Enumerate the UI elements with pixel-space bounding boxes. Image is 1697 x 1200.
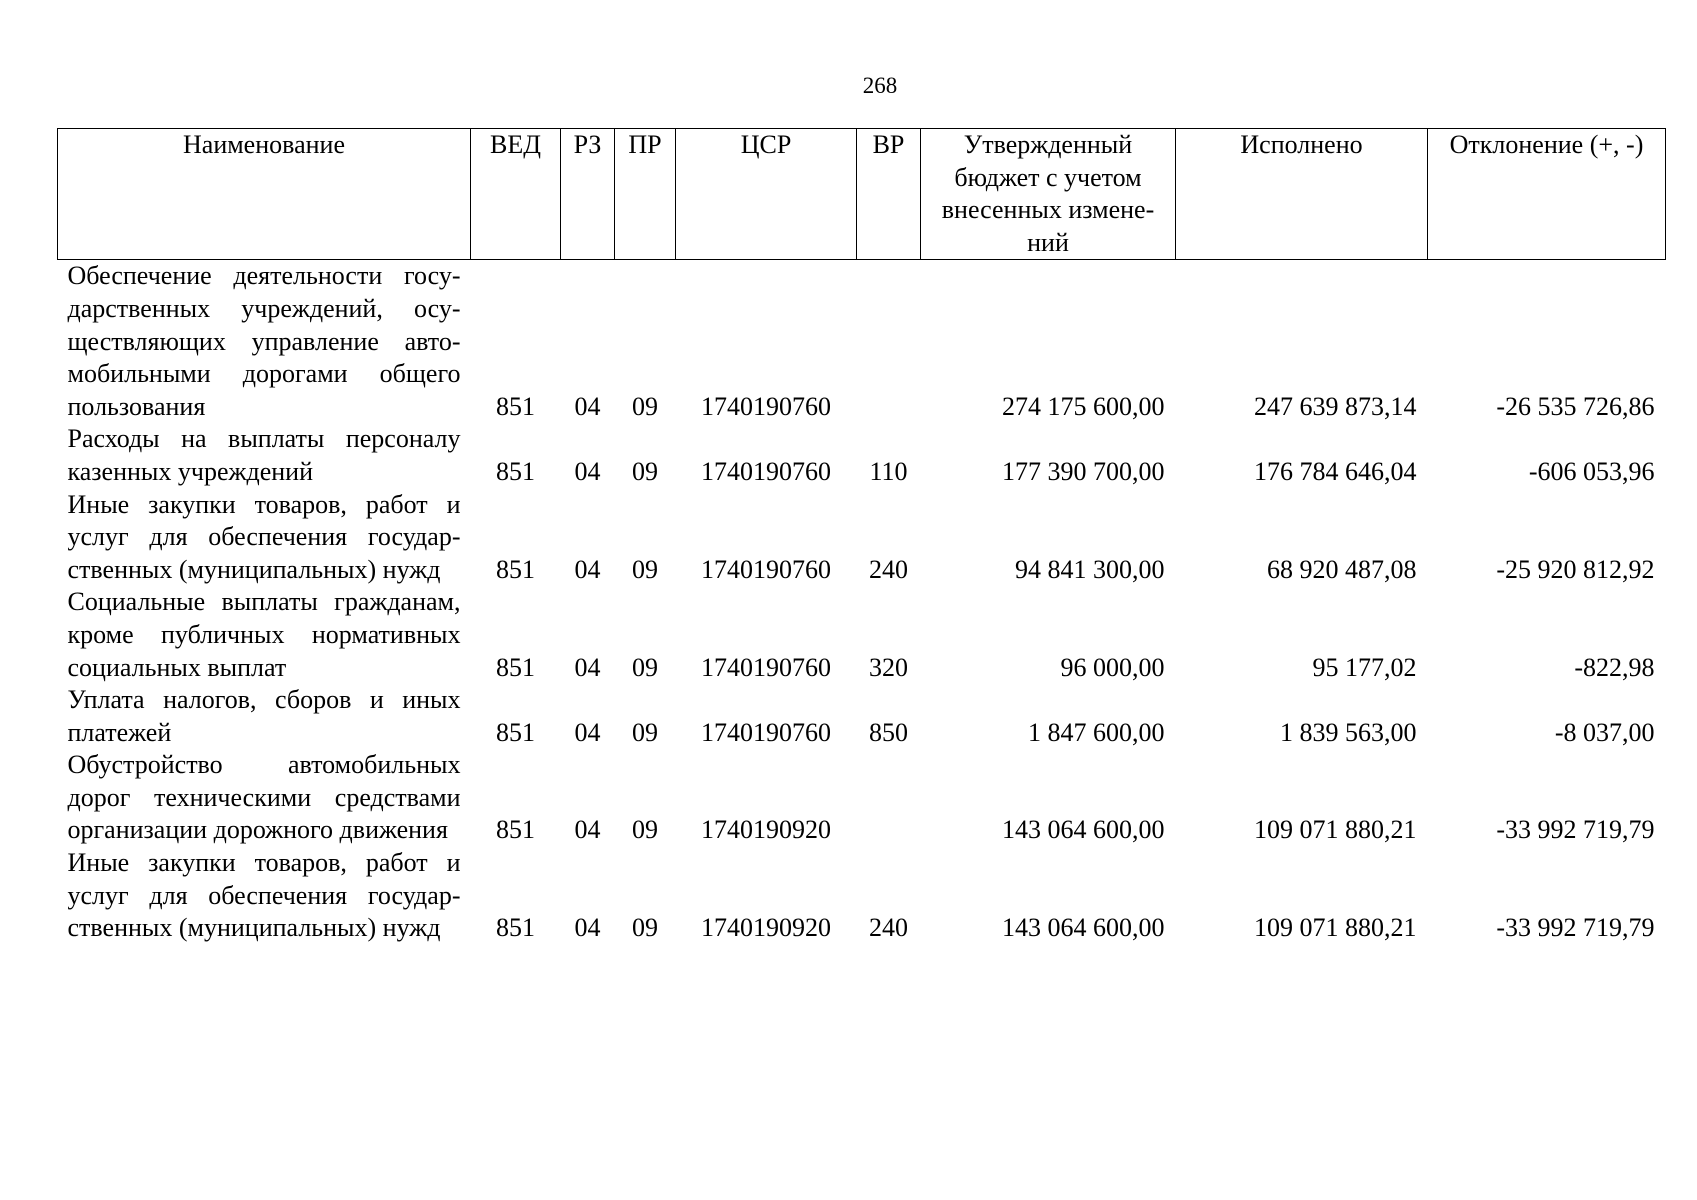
row-deviation: -25 920 812,92 — [1496, 554, 1655, 584]
row-executed: 109 071 880,21 — [1254, 913, 1417, 943]
row-name: Иные закупки товаров, работ и услуг для обеспечения государственных (муниципальных) нужд — [67, 489, 461, 584]
row-csr: 1740190920 — [701, 815, 831, 845]
row-ved: 851 — [496, 652, 535, 682]
row-pr: 09 — [632, 652, 658, 682]
row-ved: 851 — [496, 815, 535, 845]
row-vr: 240 — [869, 554, 908, 584]
row-deviation: -33 992 719,79 — [1496, 913, 1655, 943]
row-vr: 850 — [869, 717, 908, 747]
row-deviation: -606 053,96 — [1528, 456, 1655, 486]
table-row — [58, 489, 1666, 587]
row-name: Обеспечение деятельности государственных учреждений, осуществляющих управление автомобильными дорогами общего пользования — [67, 261, 461, 421]
header-pr: ПР — [615, 129, 676, 260]
row-deviation: -822,98 — [1574, 652, 1655, 682]
row-executed: 68 920 487,08 — [1267, 554, 1417, 584]
row-ved: 851 — [496, 554, 535, 584]
table-row — [58, 586, 1666, 684]
row-approved: 143 064 600,00 — [1002, 913, 1165, 943]
row-rz: 04 — [574, 717, 601, 747]
header-name: Наименование — [58, 129, 471, 260]
table-row — [58, 847, 1666, 945]
header-approved: Утвержденный бюджет с учетом внесенных измене-ний — [921, 129, 1176, 260]
row-rz: 04 — [574, 652, 601, 682]
row-rz: 04 — [574, 554, 601, 584]
row-ved: 851 — [496, 717, 535, 747]
header-executed: Исполнено — [1176, 129, 1428, 260]
header-deviation: Отклонение (+, -) — [1428, 129, 1666, 260]
row-csr: 1740190760 — [701, 554, 831, 584]
row-name: Обустройство автомобильных дорог техническими средствами организации дорожного движения — [67, 750, 461, 845]
row-executed: 176 784 646,04 — [1254, 456, 1417, 486]
row-ved: 851 — [496, 913, 535, 943]
row-deviation: -26 535 726,86 — [1496, 391, 1655, 421]
row-approved: 96 000,00 — [1060, 652, 1165, 682]
row-approved: 274 175 600,00 — [1002, 391, 1165, 421]
row-approved: 94 841 300,00 — [1015, 554, 1165, 584]
row-ved: 851 — [496, 456, 535, 486]
header-csr: ЦСР — [676, 129, 857, 260]
row-name: Социальные выплаты гражданам, кроме публичных нормативных социальных выплат — [67, 587, 461, 682]
row-executed: 1 839 563,00 — [1280, 717, 1417, 747]
table-row — [58, 423, 1666, 488]
row-vr — [857, 749, 921, 847]
row-vr — [857, 260, 921, 423]
row-rz: 04 — [574, 456, 601, 486]
table-header-row — [58, 129, 1666, 260]
row-deviation: -33 992 719,79 — [1496, 815, 1655, 845]
header-rz: РЗ — [561, 129, 615, 260]
row-approved: 143 064 600,00 — [1002, 815, 1165, 845]
row-approved: 1 847 600,00 — [1028, 717, 1165, 747]
table-row — [58, 749, 1666, 847]
row-pr: 09 — [632, 456, 658, 486]
row-ved: 851 — [496, 391, 535, 421]
row-name: Расходы на выплаты персоналу казенных учреждений — [67, 424, 461, 486]
row-rz: 04 — [574, 913, 601, 943]
row-csr: 1740190760 — [701, 652, 831, 682]
row-pr: 09 — [632, 554, 658, 584]
row-pr: 09 — [632, 815, 658, 845]
row-executed: 247 639 873,14 — [1254, 391, 1417, 421]
table-row — [58, 684, 1666, 749]
row-executed: 95 177,02 — [1312, 652, 1417, 682]
row-pr: 09 — [632, 913, 658, 943]
header-vr: ВР — [857, 129, 921, 260]
row-csr: 1740190760 — [701, 456, 831, 486]
header-ved: ВЕД — [471, 129, 561, 260]
row-vr: 240 — [869, 913, 908, 943]
row-name: Иные закупки товаров, работ и услуг для обеспечения государственных (муниципальных) нужд — [67, 848, 461, 943]
row-rz: 04 — [574, 391, 601, 421]
row-pr: 09 — [632, 391, 658, 421]
row-name: Уплата налогов, сборов и иных платежей — [67, 685, 461, 747]
table-row — [58, 260, 1666, 423]
row-csr: 1740190920 — [701, 913, 831, 943]
row-vr: 110 — [869, 456, 908, 486]
row-csr: 1740190760 — [701, 391, 831, 421]
budget-execution-table — [57, 128, 1666, 945]
row-csr: 1740190760 — [701, 717, 831, 747]
row-approved: 177 390 700,00 — [1002, 456, 1165, 486]
row-vr: 320 — [869, 652, 908, 682]
row-pr: 09 — [632, 717, 658, 747]
row-executed: 109 071 880,21 — [1254, 815, 1417, 845]
row-deviation: -8 037,00 — [1554, 717, 1655, 747]
page-number: 268 — [862, 73, 898, 98]
row-rz: 04 — [574, 815, 601, 845]
